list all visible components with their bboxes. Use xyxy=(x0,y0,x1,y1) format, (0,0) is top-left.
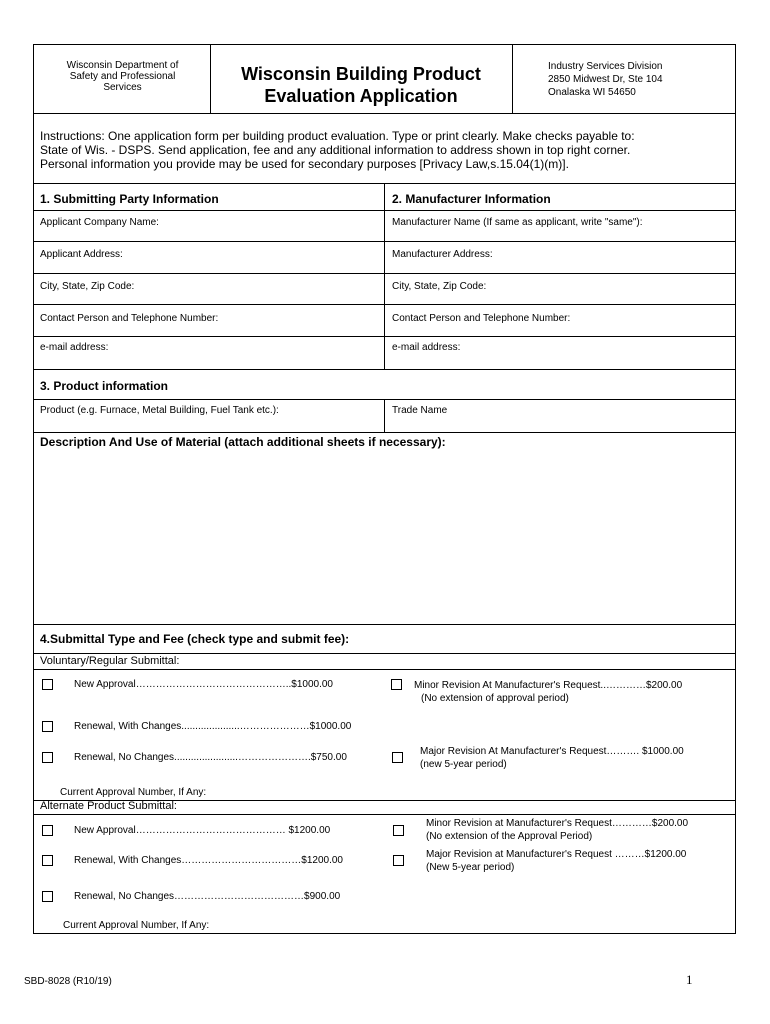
row-line xyxy=(33,273,736,274)
product-field[interactable]: Product (e.g. Furnace, Metal Building, Fuel Tank etc.): xyxy=(40,405,279,416)
row-line xyxy=(33,241,736,242)
v-renewal-nochanges-label: Renewal, No Changes.......................………………….$750.00 xyxy=(74,752,347,763)
a-current-approval-label: Current Approval Number, If Any: xyxy=(63,920,210,931)
applicant-address-field[interactable]: Applicant Address: xyxy=(40,249,123,260)
voluntary-header: Voluntary/Regular Submittal: xyxy=(40,655,180,667)
instructions-line-2: State of Wis. - DSPS. Send application, fee and any additional information to address shown in top right corner. xyxy=(40,143,631,157)
a-renewal-changes-label: Renewal, With Changes………………………………$1200.00 xyxy=(74,855,343,866)
v-major-line-1: Major Revision At Manufacturer's Request………. $1000.00 xyxy=(420,746,684,757)
division-line-1: Industry Services Division xyxy=(548,61,663,72)
v-minor-revision-checkbox[interactable] xyxy=(391,679,402,690)
manufacturer-email-field[interactable]: e-mail address: xyxy=(392,342,461,353)
manufacturer-contact-field[interactable]: Contact Person and Telephone Number: xyxy=(392,313,571,324)
dept-line-1: Wisconsin Department of xyxy=(66,60,179,71)
v-renewal-nochanges-checkbox[interactable] xyxy=(42,752,53,763)
section4-title: 4.Submittal Type and Fee (check type and submit fee): xyxy=(40,632,350,646)
applicant-email-field[interactable]: e-mail address: xyxy=(40,342,109,353)
header-divider-right xyxy=(512,44,513,113)
a-major-line-2: (New 5-year period) xyxy=(426,862,515,873)
row-line xyxy=(33,814,736,815)
dept-name xyxy=(40,60,205,93)
a-renewal-nochanges-checkbox[interactable] xyxy=(42,891,53,902)
applicant-company-field[interactable]: Applicant Company Name: xyxy=(40,217,159,228)
section3-title: 3. Product information xyxy=(40,379,169,393)
division-line-2: 2850 Midwest Dr, Ste 104 xyxy=(548,74,663,85)
a-renewal-changes-checkbox[interactable] xyxy=(42,855,53,866)
row-line xyxy=(33,653,736,654)
v-minor-line-2: (No extension of approval period) xyxy=(421,693,569,704)
manufacturer-name-field[interactable]: Manufacturer Name (If same as applicant, write "same"): xyxy=(392,217,643,228)
description-label: Description And Use of Material (attach additional sheets if necessary): xyxy=(40,435,446,449)
section1-title: 1. Submitting Party Information xyxy=(40,192,219,206)
v-minor-line-1: Minor Revision At Manufacturer's Request..…………$200.00 xyxy=(414,680,683,691)
a-minor-line-2: (No extension of the Approval Period) xyxy=(426,831,593,842)
instructions xyxy=(40,129,635,171)
v-minor-revision-label xyxy=(414,679,682,705)
page-number: 1 xyxy=(686,972,693,987)
form-title xyxy=(215,63,507,107)
division-address xyxy=(548,60,663,99)
row-line xyxy=(33,624,736,625)
instructions-line-3: Personal information you provide may be used for secondary purposes [Privacy Law,s.15.04(1)(m)]. xyxy=(40,157,569,171)
v-new-approval-checkbox[interactable] xyxy=(42,679,53,690)
a-minor-revision-checkbox[interactable] xyxy=(393,825,404,836)
row-line xyxy=(33,432,736,433)
v-major-revision-checkbox[interactable] xyxy=(392,752,403,763)
description-area[interactable] xyxy=(34,455,735,623)
product-divider xyxy=(384,399,385,432)
manufacturer-city-field[interactable]: City, State, Zip Code: xyxy=(392,281,487,292)
title-line-1: Wisconsin Building Product xyxy=(241,64,481,84)
a-new-approval-checkbox[interactable] xyxy=(42,825,53,836)
title-line-2: Evaluation Application xyxy=(264,86,458,106)
trade-name-field[interactable]: Trade Name xyxy=(392,405,448,416)
header-bottom-line xyxy=(33,113,736,114)
manufacturer-address-field[interactable]: Manufacturer Address: xyxy=(392,249,493,260)
row-line xyxy=(33,210,736,211)
a-new-approval-label: New Approval……………………………………… $1200.00 xyxy=(74,825,331,836)
a-renewal-nochanges-label: Renewal, No Changes…………………………………$900.00 xyxy=(74,891,341,902)
v-current-approval-label: Current Approval Number, If Any: xyxy=(60,787,207,798)
division-line-3: Onalaska WI 54650 xyxy=(548,87,636,98)
v-new-approval-label: New Approval………………………………………..$1000.00 xyxy=(74,679,333,690)
alternate-header: Alternate Product Submittal: xyxy=(40,800,177,812)
instructions-line-1: Instructions: One application form per building product evaluation. Type or print clearly. Make checks payable to: xyxy=(40,129,635,143)
a-major-revision-label xyxy=(426,848,686,874)
applicant-contact-field[interactable]: Contact Person and Telephone Number: xyxy=(40,313,219,324)
form-number: SBD-8028 (R10/19) xyxy=(24,976,112,987)
v-major-revision-label xyxy=(420,745,684,771)
a-minor-revision-label xyxy=(426,817,688,843)
row-line xyxy=(33,336,736,337)
applicant-city-field[interactable]: City, State, Zip Code: xyxy=(40,281,135,292)
dept-line-3: Services xyxy=(103,82,142,93)
section2-title: 2. Manufacturer Information xyxy=(392,192,551,206)
row-line xyxy=(33,304,736,305)
row-line xyxy=(33,369,736,370)
a-minor-line-1: Minor Revision at Manufacturer's Request…………$200.00 xyxy=(426,818,689,829)
header-divider-left xyxy=(210,44,211,113)
v-renewal-changes-label: Renewal, With Changes.....................…………………$1000.00 xyxy=(74,721,352,732)
dept-line-2: Safety and Professional xyxy=(69,71,176,82)
v-renewal-changes-checkbox[interactable] xyxy=(42,721,53,732)
row-line xyxy=(33,669,736,670)
v-major-line-2: (new 5-year period) xyxy=(420,759,507,770)
a-major-line-1: Major Revision at Manufacturer's Request ………$1200.00 xyxy=(426,849,687,860)
a-major-revision-checkbox[interactable] xyxy=(393,855,404,866)
